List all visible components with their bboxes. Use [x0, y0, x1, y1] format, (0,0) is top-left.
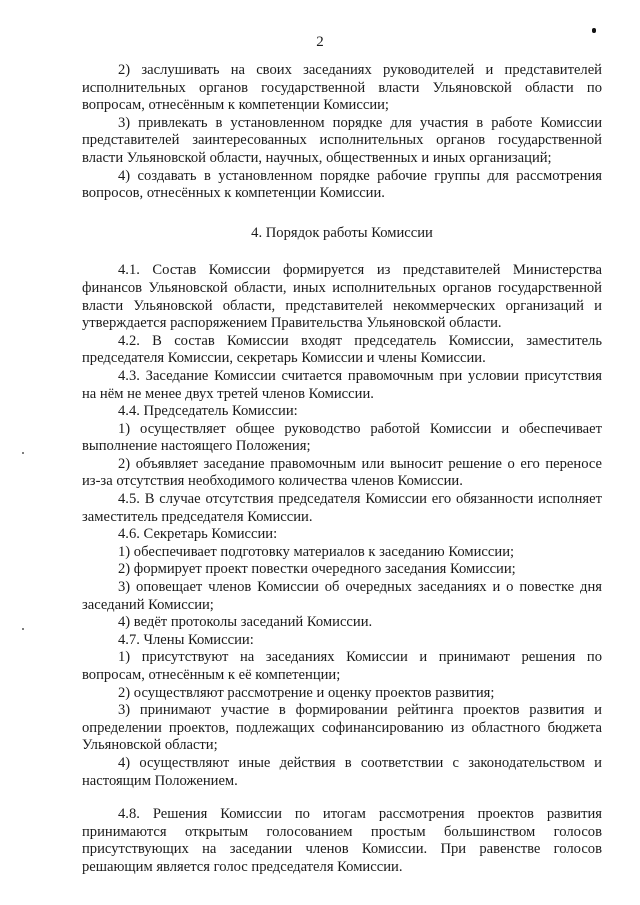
- paragraph: 2) формирует проект повестки очередного заседания Комиссии;: [118, 561, 516, 578]
- paragraph: 4.5. В случае отсутствия председателя Комиссии его обязанности исполняет заместитель председателя Комиссии.: [82, 491, 602, 525]
- paragraph: 4.7. Члены Комиссии:: [118, 631, 254, 648]
- page-number: 2: [316, 34, 324, 50]
- paragraph: 4) создавать в установленном порядке рабочие группы для рассмотрения вопросов, отнесённых к компетенции Комиссии.: [82, 167, 602, 202]
- paragraph: 2) осуществляют рассмотрение и оценку проектов развития;: [118, 684, 495, 701]
- paragraph: 4.4. Председатель Комиссии:: [118, 403, 298, 420]
- paragraph: 3) оповещает членов Комиссии об очередных заседаниях и о повестке дня заседаний Комиссии;: [82, 579, 602, 613]
- paragraph: 4.2. В состав Комиссии входят председатель Комиссии, заместитель председателя Комиссии, секретарь Комиссии и члены Комиссии.: [82, 332, 602, 367]
- paragraph: 4.8. Решения Комиссии по итогам рассмотрения проектов развития принимаются открытым голосованием простым большинством голосов присутствующих на заседании членов Комиссии. При равенстве голосов решающим является голос председателя Комиссии.: [82, 806, 602, 875]
- scan-mark: [592, 28, 596, 33]
- paragraph: 1) осуществляет общее руководство работой Комиссии и обеспечивает выполнение настоящего Положения;: [82, 420, 602, 455]
- document-body: [82, 62, 602, 877]
- paragraph: 4.1. Состав Комиссии формируется из представителей Министерства финансов Ульяновской области, иных исполнительных органов государственной власти Ульяновской области, представителей некоммерческих организаций и утверждается распоряжением Правительства Ульяновской области.: [82, 262, 602, 332]
- paragraph: 1) обеспечивает подготовку материалов к заседанию Комиссии;: [118, 543, 515, 560]
- scan-speck: [22, 452, 24, 454]
- paragraph: 2) объявляет заседание правомочным или выносит решение о его переносе из-за отсутствия необходимого количества членов Комиссии.: [82, 455, 602, 490]
- paragraph: 4.6. Секретарь Комиссии:: [118, 526, 278, 543]
- paragraph: 4) ведёт протоколы заседаний Комиссии.: [118, 614, 373, 631]
- paragraph: 1) присутствуют на заседаниях Комиссии и принимают решения по вопросам, отнесённым к её компетенции;: [82, 649, 602, 683]
- paragraph: 2) заслушивать на своих заседаниях руководителей и представителей исполнительных органов государственной власти Ульяновской области по вопросам, отнесённым к компетенции Комиссии;: [82, 62, 602, 114]
- section-heading: 4. Порядок работы Комиссии: [251, 224, 433, 241]
- paragraph: 3) принимают участие в формировании рейтинга проектов развития и определении проектов, подлежащих софинансированию из областного бюджета Ульяновской области;: [82, 702, 602, 754]
- paragraph: 4) осуществляют иные действия в соответствии с законодательством и настоящим Положением.: [82, 754, 602, 789]
- scan-speck: [22, 628, 24, 630]
- paragraph: 3) привлекать в установленном порядке для участия в работе Комиссии представителей заинтересованных исполнительных органов государственной власти Ульяновской области, научных, общественных и иных организаций;: [82, 114, 602, 166]
- paragraph: 4.3. Заседание Комиссии считается правомочным при условии присутствия на нём не менее двух третей членов Комиссии.: [82, 367, 602, 402]
